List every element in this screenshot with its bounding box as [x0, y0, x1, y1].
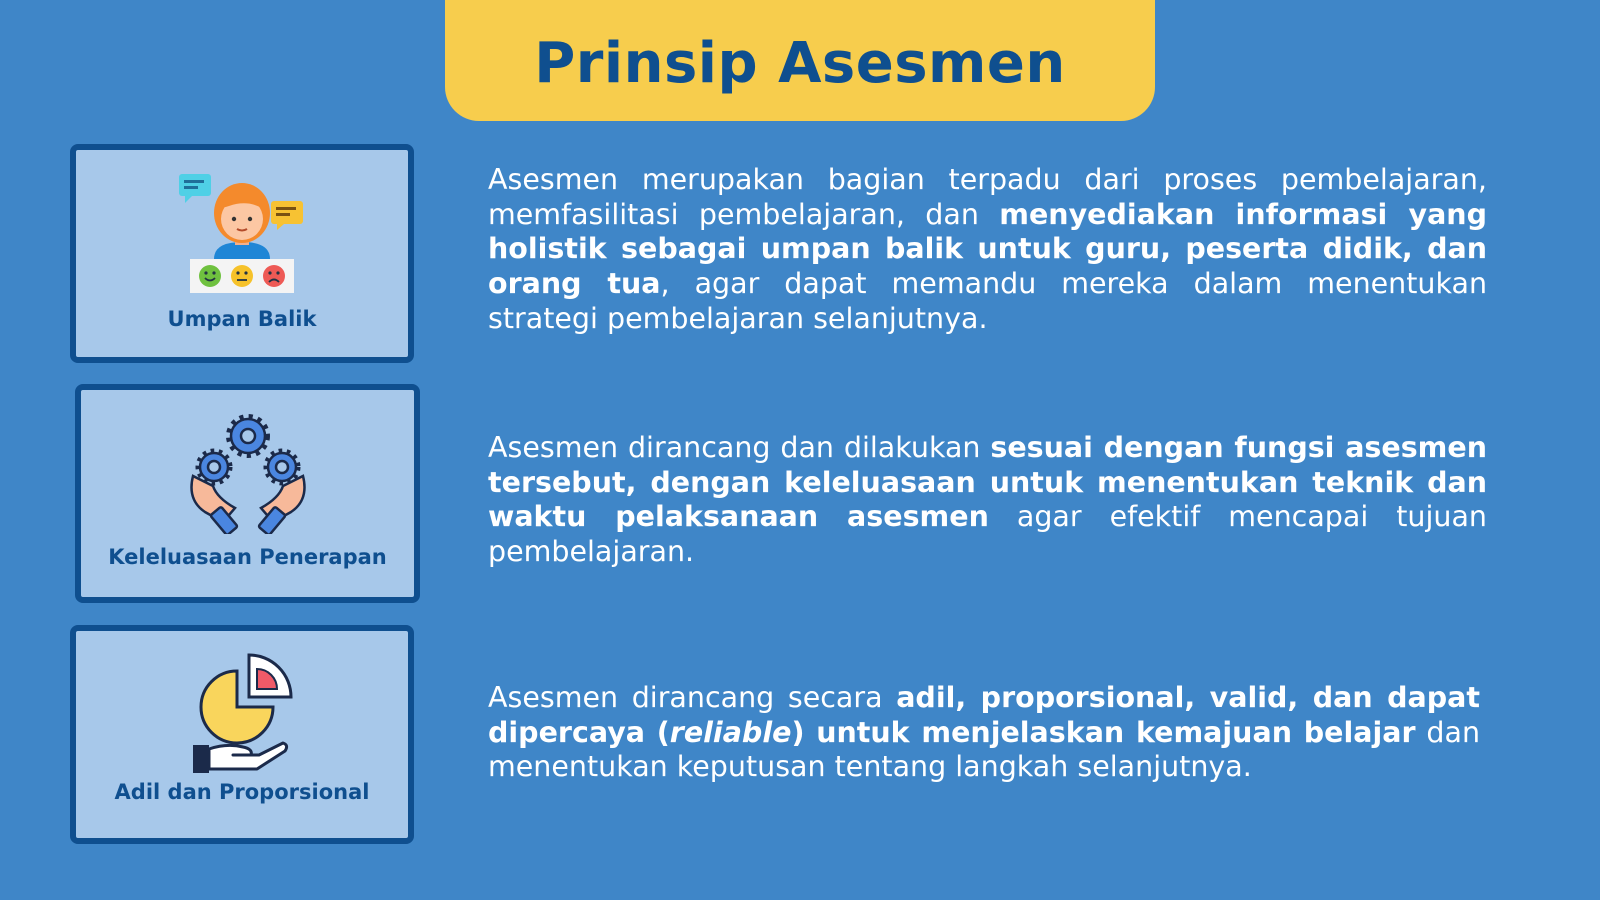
card-adil-proporsional: [70, 625, 414, 844]
paragraph-text: Asesmen merupakan bagian terpadu dari proses pembelajaran, memfasilitasi pembelajaran, dan: [488, 163, 1487, 231]
card-label: Keleluasaan Penerapan: [108, 545, 387, 569]
paragraph-text: agar efektif mencapai tujuan pembelajaran.: [488, 500, 1487, 569]
card-label: Adil dan Proporsional: [114, 780, 370, 804]
card-keleluasaan-penerapan: [75, 384, 420, 603]
paragraph-adil-proporsional: [488, 681, 1480, 785]
paragraph-bold-text: adil, proporsional, valid, dan dapat dipercaya (: [488, 681, 1480, 749]
page-title: Prinsip Asesmen: [534, 31, 1066, 96]
paragraph-bold-text: ) untuk menjelaskan kemajuan belajar: [791, 715, 1416, 749]
title-banner: [445, 0, 1155, 121]
card-umpan-balik: [70, 144, 414, 363]
paragraph-bold-text: menyediakan informasi yang holistik sebagai umpan balik untuk guru, peserta didik, dan orang tua: [488, 197, 1488, 301]
paragraph-text: Asesmen dirancang dan dilakukan: [488, 431, 991, 464]
paragraph-text: , agar dapat memandu mereka dalam menentukan strategi pembelajaran selanjutnya.: [488, 267, 1488, 335]
paragraph-text: Asesmen dirancang secara: [488, 681, 897, 714]
paragraph-bold-italic-text: reliable: [669, 715, 792, 749]
gears-hands-icon: [183, 414, 313, 534]
paragraph-umpan-balik: [488, 163, 1487, 337]
paragraph-bold-text: sesuai dengan fungsi asesmen tersebut, dengan keleluasaan untuk menentukan teknik dan waktu pelaksanaan asesmen: [488, 431, 1487, 534]
feedback-person-icon: [177, 172, 307, 294]
paragraph-text: dan menentukan keputusan tentang langkah selanjutnya.: [488, 715, 1481, 784]
card-label: Umpan Balik: [167, 307, 317, 331]
pie-chart-hand-icon: [187, 647, 297, 777]
paragraph-keleluasaan: [488, 431, 1487, 570]
